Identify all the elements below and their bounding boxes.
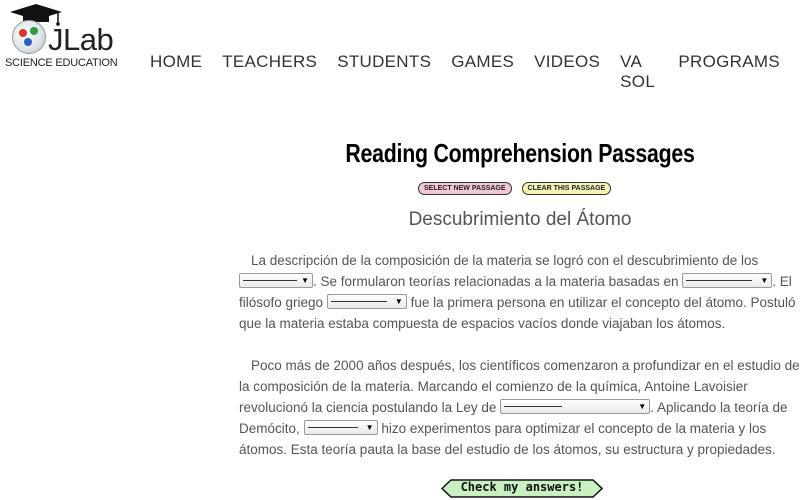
- passage-text: . Se formularon teorías relacionadas a la materia basadas en: [313, 274, 679, 289]
- dropdown-arrow-icon: ▼: [638, 402, 647, 411]
- dropdown-arrow-icon: ▼: [301, 276, 309, 285]
- nav-videos[interactable]: VIDEOS: [534, 52, 601, 71]
- passage-controls: [418, 182, 611, 195]
- answer-select-3[interactable]: [327, 294, 407, 309]
- nav-teachers[interactable]: TEACHERS: [222, 52, 318, 71]
- passage-text: La descripción de la composición de la materia se logró con el descubrimiento de los: [251, 253, 759, 268]
- passage-text: . Aplicando la teoría de Demócito,: [239, 400, 788, 436]
- answer-select-5[interactable]: [304, 420, 378, 435]
- answer-select-2[interactable]: [682, 273, 772, 288]
- dropdown-arrow-icon: ▼: [394, 297, 403, 306]
- answer-select-1[interactable]: [239, 273, 313, 288]
- passage-text: fue la primera persona en utilizar el concepto del átomo. Postuló que la materia estaba compuesta de espacios vacíos donde viajaban los átomos.: [239, 295, 796, 331]
- main-nav: [150, 52, 800, 92]
- dropdown-arrow-icon: ▼: [365, 423, 374, 432]
- check-answers-button[interactable]: [441, 479, 603, 498]
- passage-text: . El filósofo griego: [239, 274, 792, 310]
- check-answers-label: Check my answers!: [460, 480, 584, 494]
- logo-wordmark: JLab: [48, 22, 114, 57]
- answer-select-4[interactable]: [500, 399, 650, 414]
- select-new-passage-button[interactable]: SELECT NEW PASSAGE: [418, 182, 512, 195]
- atom-icon: [12, 20, 46, 54]
- jlab-logo[interactable]: [0, 0, 130, 76]
- passage-text: hizo experimentos para optimizar el concepto de la materia y los átomos. Esta teoría pauta la base del estudio de los átomos, su estructura y propiedades.: [239, 421, 776, 457]
- nav-programs[interactable]: PROGRAMS: [678, 52, 780, 71]
- passage-paragraph-2: [239, 355, 800, 460]
- nav-home[interactable]: HOME: [150, 52, 203, 71]
- passage-title: Descubrimiento del Átomo: [408, 209, 632, 230]
- clear-passage-button[interactable]: CLEAR THIS PASSAGE: [522, 182, 612, 195]
- logo-tagline: SCIENCE EDUCATION: [5, 57, 118, 69]
- nav-va-sol[interactable]: VA SOL: [620, 52, 656, 91]
- page-title: Reading Comprehension Passages: [345, 138, 695, 168]
- passage-text: Poco más de 2000 años después, los científicos comenzaron a profundizar en el estudio de la composición de la materia. Marcando el comienzo de la química, Antoine Lavoisier revolucionó la ciencia postulando la Ley de: [239, 358, 800, 415]
- dropdown-arrow-icon: ▼: [760, 276, 769, 285]
- passage-paragraph-1: [239, 250, 800, 334]
- nav-students[interactable]: STUDENTS: [337, 52, 432, 71]
- nav-games[interactable]: GAMES: [451, 52, 515, 71]
